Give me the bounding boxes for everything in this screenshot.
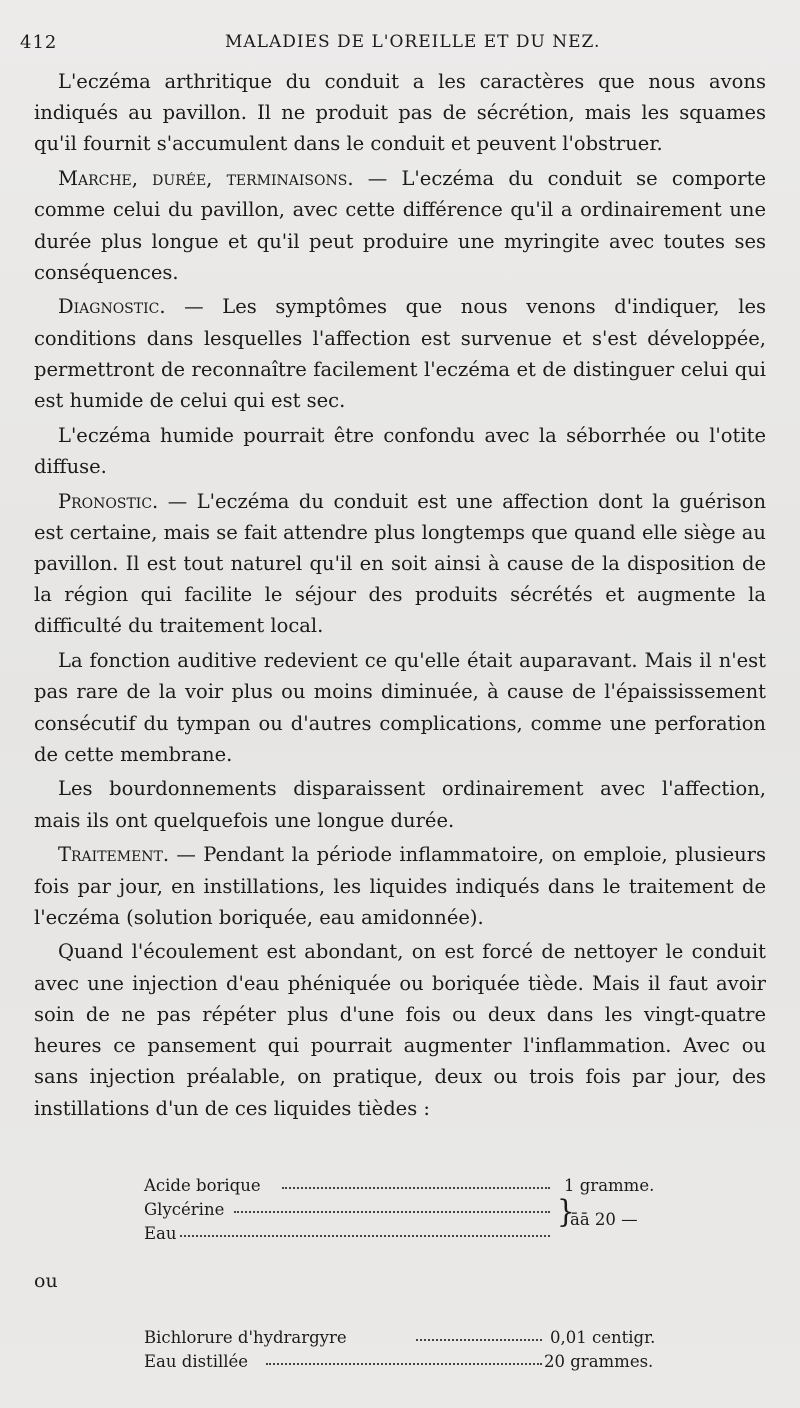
ingredient-name: Eau bbox=[144, 1224, 177, 1243]
leader-dots bbox=[282, 1187, 550, 1189]
page-number: 412 bbox=[20, 32, 58, 53]
brace-symbol: } bbox=[557, 1193, 575, 1230]
paragraph bbox=[34, 66, 766, 160]
recipe-row bbox=[34, 1222, 766, 1246]
section-heading: Marche, durée, terminaisons. bbox=[58, 167, 354, 191]
recipe-row bbox=[34, 1326, 766, 1350]
ingredient-quantity: 1 gramme. bbox=[564, 1176, 655, 1195]
section-heading: Pronostic. bbox=[58, 489, 159, 513]
paragraph-text: La fonction auditive redevient ce qu'elle était auparavant. Mais il n'est pas rare de la voir plus ou moins diminuée, à cause de l'épaississement consécutif du tympan ou d'autres complications, comme une perforation de cette membrane. bbox=[34, 649, 766, 766]
paragraph bbox=[34, 645, 766, 770]
body-text bbox=[34, 66, 766, 1127]
paragraph bbox=[34, 420, 766, 482]
paragraph-text: L'eczéma arthritique du conduit a les caractères que nous avons indiqués au pavillon. Il ne produit pas de sécrétion, mais les squames qu'il fournit s'accumulent dans le conduit et peuvent l'obstruer. bbox=[34, 70, 766, 156]
running-title: MALADIES DE L'OREILLE ET DU NEZ. bbox=[225, 32, 601, 52]
paragraph bbox=[34, 773, 766, 835]
paragraph bbox=[34, 839, 766, 933]
leader-dots bbox=[266, 1363, 542, 1365]
recipe-row bbox=[34, 1198, 766, 1222]
paragraph-text: — Pendant la période inflammatoire, on emploie, plusieurs fois par jour, en instillations, les liquides indiqués dans le traitement de l'eczéma (solution boriquée, eau amidonnée). bbox=[34, 843, 766, 929]
paragraph-text: — L'eczéma du conduit se comporte comme celui du pavillon, avec cette différence qu'il a ordinairement une durée plus longue et qu'il peut produire une myringite avec toutes ses conséquences. bbox=[34, 167, 766, 284]
recipe-row bbox=[34, 1174, 766, 1198]
recipe-row bbox=[34, 1350, 766, 1374]
leader-dots bbox=[180, 1235, 550, 1237]
recipe-one bbox=[34, 1174, 766, 1246]
paragraph bbox=[34, 163, 766, 288]
paragraph-text: L'eczéma humide pourrait être confondu avec la séborrhée ou l'otite diffuse. bbox=[34, 423, 766, 478]
paragraph-text: — L'eczéma du conduit est une affection dont la guérison est certaine, mais se fait attendre plus longtemps que quand elle siège au pavillon. Il est tout naturel qu'il en soit ainsi à cause de la disposition de la région qui facilite le séjour des produits sécrétés et augmente la difficulté du traitement local. bbox=[34, 489, 766, 638]
ingredient-name: Acide borique bbox=[144, 1176, 261, 1195]
ingredient-name: Bichlorure d'hydrargyre bbox=[144, 1328, 347, 1347]
paragraph-text: — Les symptômes que nous venons d'indiquer, les conditions dans lesquelles l'affection est survenue et s'est développée, permettront de reconnaître facilement l'eczéma et de distinguer celui qui est humide de celui qui est sec. bbox=[34, 295, 766, 413]
recipe-two bbox=[34, 1326, 766, 1374]
or-separator: ou bbox=[34, 1270, 58, 1292]
section-heading: Diagnostic. bbox=[58, 295, 166, 319]
leader-dots bbox=[416, 1339, 542, 1341]
ingredient-quantity: 0,01 centigr. bbox=[550, 1328, 656, 1347]
paragraph-text: Les bourdonnements disparaissent ordinairement avec l'affection, mais ils ont quelquefois une longue durée. bbox=[34, 777, 766, 832]
ingredient-name: Glycérine bbox=[144, 1200, 225, 1219]
running-header bbox=[20, 28, 780, 60]
ingredient-quantity: 20 grammes. bbox=[544, 1352, 654, 1371]
section-heading: Traitement. bbox=[58, 843, 170, 867]
leader-dots bbox=[234, 1211, 550, 1213]
shared-quantity: āā 20 — bbox=[570, 1210, 638, 1229]
paragraph bbox=[34, 486, 766, 642]
ingredient-name: Eau distillée bbox=[144, 1352, 249, 1371]
paragraph bbox=[34, 936, 766, 1123]
paragraph-text: Quand l'écoulement est abondant, on est forcé de nettoyer le conduit avec une injection d'eau phéniquée ou boriquée tiède. Mais il faut avoir soin de ne pas répéter plus d'une fois ou deux dans les vingt-quatre heures ce pansement qui pourrait augmenter l'inflammation. Avec ou sans injection préalable, on pratique, deux ou trois fois par jour, des instillations d'un de ces liquides tièdes : bbox=[34, 940, 766, 1120]
paragraph bbox=[34, 291, 766, 416]
